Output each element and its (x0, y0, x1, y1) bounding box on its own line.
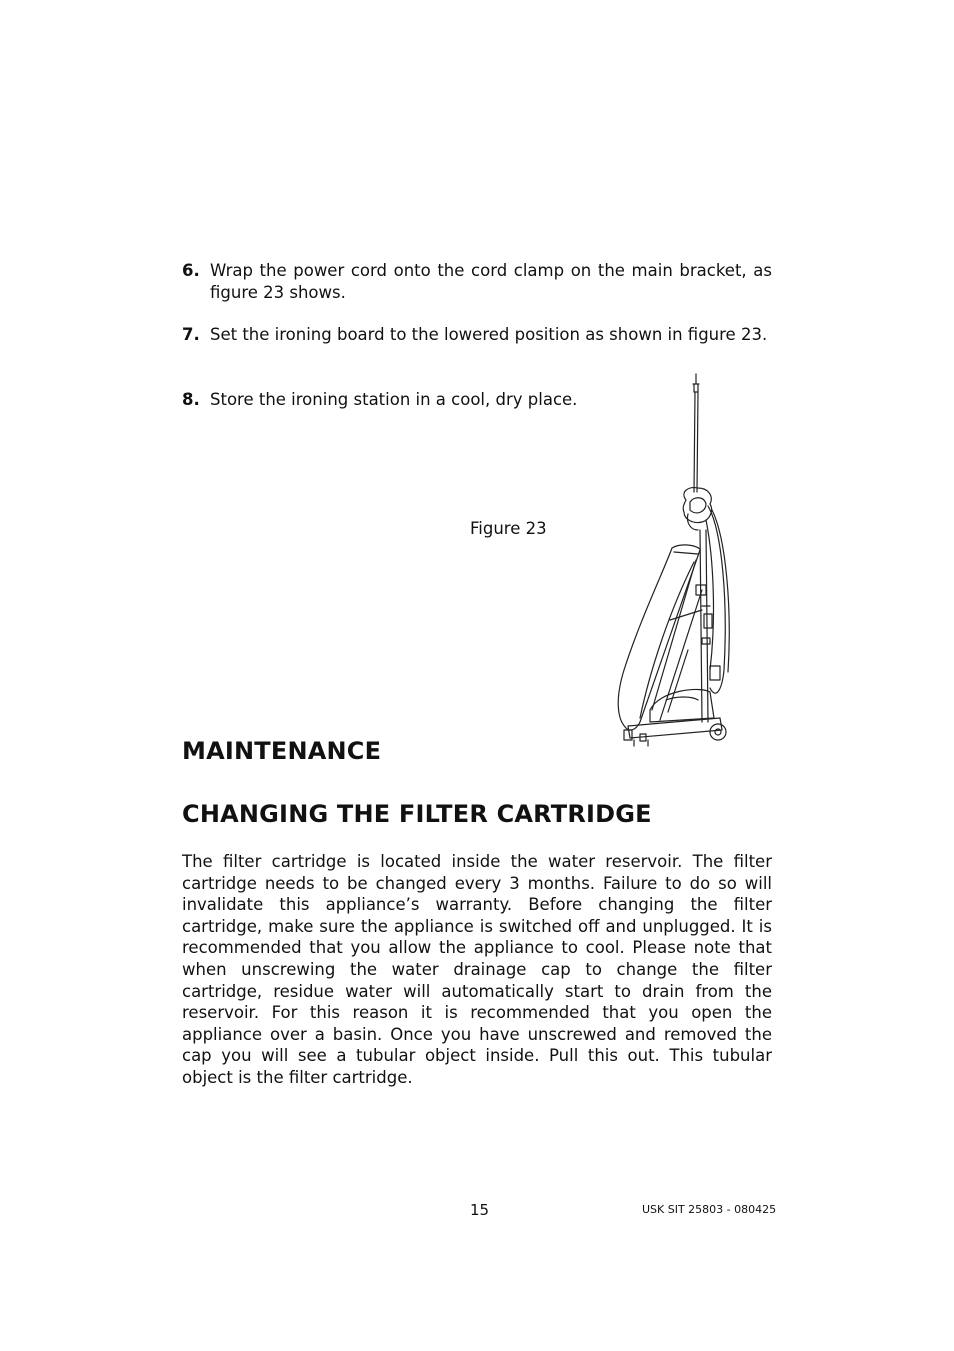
page-number: 15 (470, 1201, 490, 1219)
ironing-station-illustration (610, 370, 740, 755)
step-7 (182, 324, 772, 346)
step-text: Set the ironing board to the lowered position as shown in figure 23. (210, 325, 768, 344)
step-number: 8. (182, 390, 200, 409)
step-number: 7. (182, 325, 200, 344)
filter-cartridge-heading: CHANGING THE FILTER CARTRIDGE (182, 800, 652, 828)
step-text: Store the ironing station in a cool, dry place. (210, 390, 578, 409)
filter-cartridge-paragraph: The filter cartridge is located inside the water reservoir. The filter cartridge needs to be changed every 3 months. Failure to do so will invalidate this appliance’s warranty. Before changing the filter cartridge, make sure the appliance is switched off and unplugged. It is recommended that you allow the appliance to cool. Please note that when unscrewing the water drainage cap to change the filter cartridge, residue water will automatically start to drain from the reservoir. For this reason it is recommended that you open the appliance over a basin. Once you have unscrewed and removed the cap you will see a tubular object inside. Pull this out. This tubular object is the filter cartridge. (182, 852, 772, 1087)
maintenance-heading: MAINTENANCE (182, 737, 382, 765)
document-reference: USK SIT 25803 - 080425 (642, 1203, 777, 1216)
step-text: Wrap the power cord onto the cord clamp on the main bracket, as figure 23 shows. (210, 261, 772, 302)
step-number: 6. (182, 261, 200, 280)
figure-caption: Figure 23 (470, 519, 547, 538)
step-6 (182, 260, 772, 303)
